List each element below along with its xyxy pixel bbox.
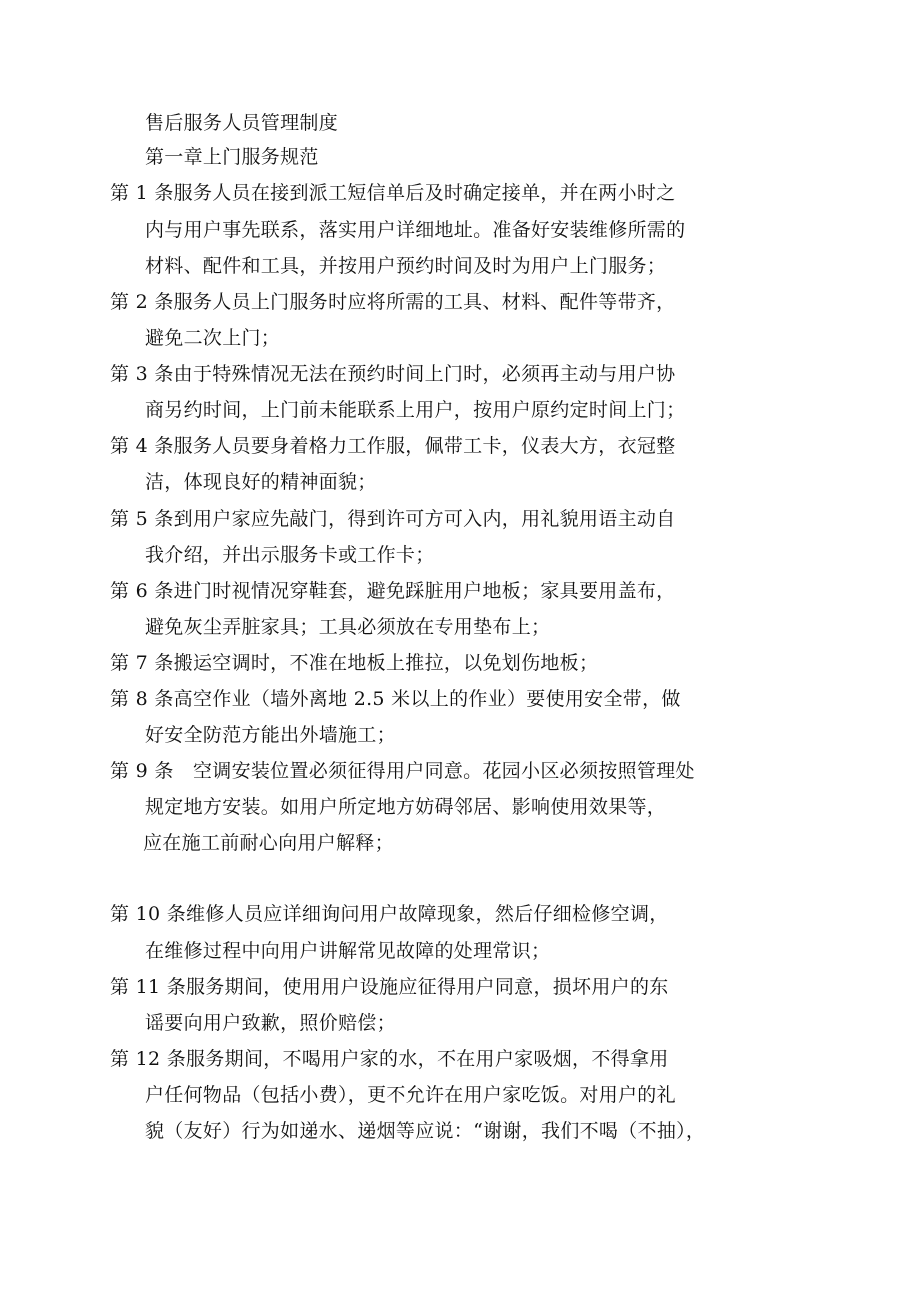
article-1-line: 材料、配件和工具，并按用户预约时间及时为用户上门服务；: [145, 255, 667, 277]
article-4-line: 第 4 条服务人员要身着格力工作服，佩带工卡，仪表大方，衣冠整: [110, 435, 676, 457]
document-title: 售后服务人员管理制度: [145, 112, 339, 134]
article-7-line: 第 7 条搬运空调时，不准在地板上推拉，以免划伤地板；: [110, 652, 599, 674]
article-9-line: 应在施工前耐心向用户解释；: [143, 832, 394, 854]
article-6-line: 避免灰尘弄脏家具；工具必须放在专用垫布上；: [145, 616, 551, 638]
article-6-line: 第 6 条进门时视情况穿鞋套，避免踩脏用户地板；家具要用盖布，: [110, 580, 676, 602]
article-9-line: 第 9 条 空调安装位置必须征得用户同意。花园小区必须按照管理处: [110, 760, 695, 782]
article-1-line: 内与用户事先联系，落实用户详细地址。准备好安装维修所需的: [145, 219, 686, 241]
article-4-line: 洁，体现良好的精神面貌；: [145, 471, 377, 493]
article-8-line: 好安全防范方能出外墙施工；: [145, 724, 396, 746]
article-9-line: 规定地方安装。如用户所定地方妨碍邻居、影响使用效果等，: [145, 796, 667, 818]
article-5-line: 我介绍，并出示服务卡或工作卡；: [145, 544, 435, 566]
article-2-line: 避免二次上门；: [145, 327, 281, 349]
article-12-line: 第 12 条服务期间，不喝用户家的水，不在用户家吸烟，不得拿用: [110, 1048, 669, 1070]
article-11-line: 谣要向用户致歉，照价赔偿；: [145, 1012, 396, 1034]
article-5-line: 第 5 条到用户家应先敲门，得到许可方可入内，用礼貌用语主动自: [110, 508, 676, 530]
chapter-heading: 第一章上门服务规范: [145, 146, 319, 168]
article-10-line: 第 10 条维修人员应详细询问用户故障现象，然后仔细检修空调，: [110, 903, 669, 925]
article-2-line: 第 2 条服务人员上门服务时应将所需的工具、材料、配件等带齐，: [110, 291, 676, 313]
article-11-line: 第 11 条服务期间，使用用户设施应征得用户同意，损坏用户的东: [110, 976, 669, 998]
article-3-line: 商另约时间，上门前未能联系上用户，按用户原约定时间上门；: [145, 399, 686, 421]
article-3-line: 第 3 条由于特殊情况无法在预约时间上门时，必须再主动与用户协: [110, 363, 676, 385]
article-12-line: 貌（友好）行为如递水、递烟等应说：“谢谢，我们不喝（不抽），: [145, 1120, 706, 1142]
article-10-line: 在维修过程中向用户讲解常见故障的处理常识；: [145, 940, 551, 962]
article-12-line: 户任何物品（包括小费），更不允许在用户家吃饭。对用户的礼: [145, 1084, 676, 1106]
article-8-line: 第 8 条高空作业（墙外离地 2.5 米以上的作业）要使用安全带，做: [110, 688, 681, 710]
article-1-line: 第 1 条服务人员在接到派工短信单后及时确定接单，并在两小时之: [110, 182, 676, 204]
